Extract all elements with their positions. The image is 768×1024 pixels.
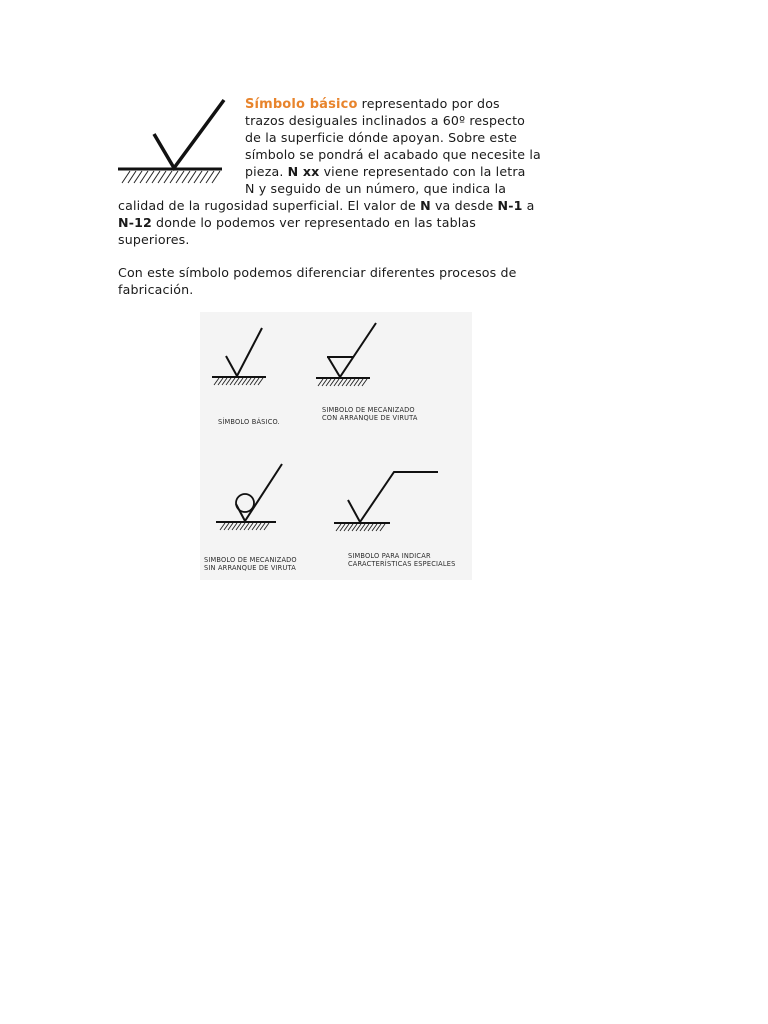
- caption-machining-no-removal-line-2: SIN ARRANQUE DE VIRUTA: [204, 564, 296, 572]
- intro-line-7-a: calidad de la rugosidad superficial. El valor de: [118, 198, 421, 213]
- caption-machining-removal-line-2: CON ARRANQUE DE VIRUTA: [322, 414, 418, 422]
- intro-highlight: Símbolo básico: [245, 97, 358, 112]
- machining-no-removal-symbol-icon: [210, 460, 290, 540]
- machining-removal-symbol-icon: [312, 320, 382, 400]
- intro-line-5-b: viene representado con la letra: [319, 164, 526, 179]
- caption-machining-no-removal: [204, 556, 297, 572]
- intro-line-5: [245, 163, 526, 180]
- intro-line-1-text: representado por dos: [357, 96, 500, 111]
- roughness-symbols-figure: [200, 312, 472, 580]
- second-line-1: Con este símbolo podemos diferenciar diferentes procesos de: [118, 265, 517, 280]
- caption-machining-removal-line-1: SIMBOLO DE MECANIZADO: [322, 406, 415, 414]
- caption-special-line-1: SIMBOLO PARA INDICAR: [348, 552, 431, 560]
- basic-symbol-icon: [210, 320, 270, 400]
- intro-line-7-bold1: N: [420, 198, 431, 213]
- intro-line-7-bold2: N-1: [497, 198, 523, 213]
- intro-line-4: símbolo se pondrá el acabado que necesite la: [245, 147, 541, 162]
- intro-line-9: superiores.: [118, 232, 190, 247]
- caption-special-characteristics: [348, 552, 455, 568]
- basic-roughness-symbol-large: [116, 98, 228, 192]
- caption-special-line-2: CARACTERÍSTICAS ESPECIALES: [348, 560, 456, 568]
- intro-line-5-a: pieza.: [245, 164, 288, 179]
- intro-line-8-bold: N-12: [118, 215, 152, 230]
- intro-line-7-c: a: [522, 198, 535, 213]
- intro-line-2: trazos desiguales inclinados a 60º respecto: [245, 113, 526, 128]
- intro-line-8: [118, 214, 476, 231]
- intro-line-7-b: va desde: [430, 198, 498, 213]
- caption-basic-symbol: SÍMBOLO BÁSICO.: [218, 418, 280, 426]
- special-characteristics-symbol-icon: [330, 460, 442, 540]
- intro-line-3: de la superficie dónde apoyan. Sobre este: [245, 130, 518, 145]
- intro-line-5-bold: N xx: [287, 164, 320, 179]
- caption-machining-no-removal-line-1: SIMBOLO DE MECANIZADO: [204, 556, 297, 564]
- intro-line-1: [245, 95, 500, 113]
- caption-machining-removal: [322, 406, 418, 422]
- intro-line-8-rest: donde lo podemos ver representado en las tablas: [151, 215, 476, 230]
- intro-line-6: N y seguido de un número, que indica la: [245, 181, 507, 196]
- second-line-2: fabricación.: [118, 282, 194, 297]
- intro-line-7: [118, 197, 535, 214]
